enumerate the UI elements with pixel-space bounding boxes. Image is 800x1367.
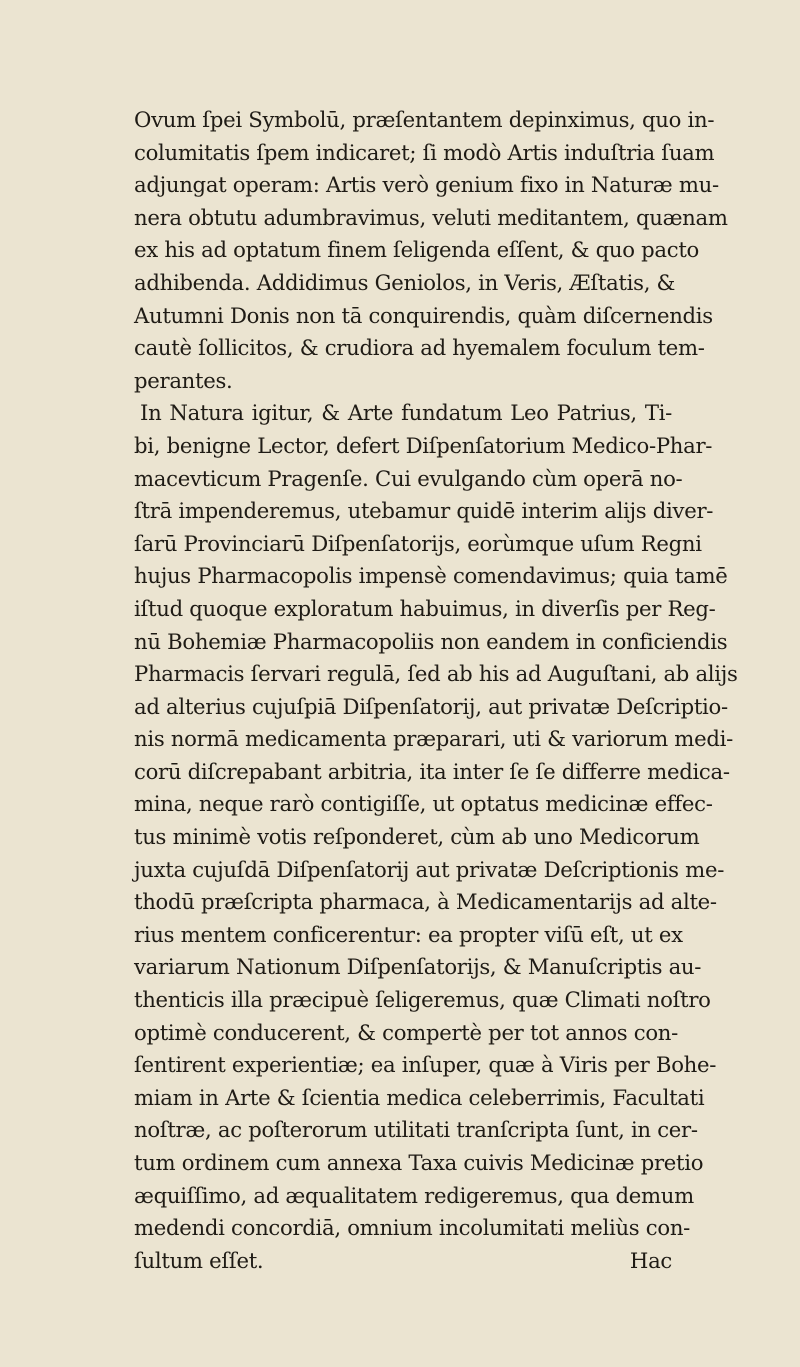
text-line: ſultum eſſet. — [134, 1247, 264, 1273]
catchword: Hac — [629, 1247, 672, 1273]
text-line: Ovum ſpei Symbolū, præſentantem depinximus, quo in- — [134, 107, 715, 132]
text-line: adjungat operam: Artis verò genium fixo in Naturæ mu- — [134, 172, 719, 198]
text-line: æquiſſimo, ad æqualitatem redigeremus, qua demum — [134, 1182, 694, 1208]
text-line: medendi concordiā, omnium incolumitati meliùs con- — [134, 1215, 691, 1241]
text-line: hujus Pharmacopolis impensè comendavimus; quia tamē — [134, 563, 728, 589]
text-line: nera obtutu adumbravimus, veluti meditantem, quænam — [134, 204, 728, 230]
text-line: ſtrā impenderemus, utebamur quidē interim alijs diver- — [134, 498, 714, 524]
text-block — [134, 104, 738, 1277]
text-line: adhibenda. Addidimus Geniolos, in Veris, Æſtatis, & — [134, 269, 676, 295]
text-line: iſtud quoque exploratum habuimus, in diverſis per Reg- — [134, 595, 716, 621]
text-line: thodū præſcripta pharmaca, à Medicamentarijs ad alte- — [134, 889, 717, 915]
text-line: variarum Nationum Diſpenſatorijs, & Manuſcriptis au- — [134, 954, 702, 980]
text-line: nis normā medicamenta præparari, uti & variorum medi- — [134, 726, 733, 752]
text-line: thenticis illa præcipuè ſeligeremus, quæ Climati noſtro — [134, 987, 711, 1013]
text-line: ſarū Provinciarū Diſpenſatorijs, eorùmque uſum Regni — [134, 530, 702, 556]
text-line: In Natura igitur, & Arte fundatum Leo Patrius, Ti- — [140, 400, 672, 426]
text-line: ſentirent experientiæ; ea inſuper, quæ à Viris per Bohe- — [134, 1052, 717, 1078]
text-line: perantes. — [134, 367, 233, 393]
text-line: ad alterius cujuſpiā Diſpenſatorij, aut privatæ Deſcriptio- — [134, 693, 728, 719]
final-line — [134, 1245, 672, 1278]
text-line: juxta cujuſdā Diſpenſatorij aut privatæ Deſcriptionis me- — [134, 856, 725, 882]
text-line: mina, neque rarò contigiſſe, ut optatus medicinæ effec- — [134, 791, 713, 817]
text-line: macevticum Pragenſe. Cui evulgando cùm operā no- — [134, 465, 683, 491]
text-line: optimè conducerent, & compertè per tot annos con- — [134, 1019, 678, 1045]
text-line: Autumni Donis non tā conquirendis, quàm diſcernendis — [134, 302, 713, 328]
text-line: rius mentem conficerentur: ea propter viſū eſt, ut ex — [134, 921, 683, 947]
text-line: tum ordinem cum annexa Taxa cuivis Medicinæ pretio — [134, 1150, 704, 1175]
text-line: corū diſcrepabant arbitria, ita inter ſe ſe differre medica- — [134, 758, 730, 784]
text-line: nū Bohemiæ Pharmacopoliis non eandem in conficiendis — [134, 628, 728, 654]
text-line: tus minimè votis reſponderet, cùm ab uno Medicorum — [134, 824, 700, 850]
text-line: ex his ad optatum finem ſeligenda eſſent, & quo pacto — [134, 237, 699, 263]
text-line: Pharmacis ſervari regulā, ſed ab his ad Auguſtani, ab alijs — [134, 661, 738, 687]
text-line: noſtræ, ac poſterorum utilitati tranſcripta ſunt, in cer- — [134, 1117, 698, 1143]
text-line: columitatis ſpem indicaret; ſi modò Artis induſtria ſuam — [134, 139, 715, 165]
text-line: cautè ſollicitos, & crudiora ad hyemalem foculum tem- — [134, 335, 705, 361]
text-line: bi, benigne Lector, defert Diſpenſatorium Medico-Phar- — [134, 432, 713, 458]
text-line: miam in Arte & ſcientia medica celeberrimis, Facultati — [134, 1084, 705, 1110]
